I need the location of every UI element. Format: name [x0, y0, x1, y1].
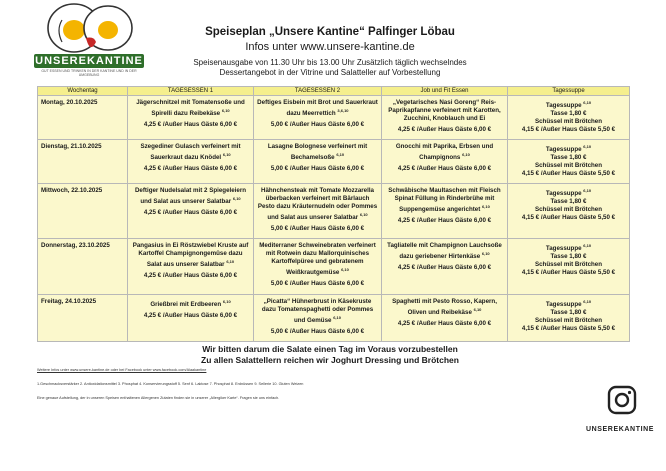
menu-table: [37, 86, 630, 342]
fit-meal-cell: [382, 294, 508, 341]
dish-name: Tagliatelle mit Champignon Lauchsoße dazu geriebener Hirtenkäse: [387, 242, 502, 261]
soup-cell: [508, 183, 630, 238]
allergen-codes: 6,10: [359, 211, 368, 217]
soup-label: Tagessuppe: [545, 102, 582, 110]
logo-wordmark: UNSEREKANTINE: [35, 55, 143, 67]
allergen-codes: 6,10: [222, 298, 231, 304]
dish-price: 5,00 € /Außer Haus Gäste 6,00 €: [270, 165, 365, 173]
col-header-fit-meal: Job und Fit Essen: [382, 87, 508, 96]
service-line-1: Speisenausgabe von 11.30 Uhr bis 13.00 Uhr Zusätzlich täglich wechselndes: [193, 58, 467, 67]
kantine-logo: [26, 2, 146, 78]
allergen-codes: 6,10: [583, 143, 592, 149]
soup-cup-price: Tasse 1,80 €: [550, 308, 587, 316]
allergen-codes: 6,10: [481, 251, 490, 257]
dish-name: Jägerschnitzel mit Tomatensoße und Spirelli dazu Reibekäse: [136, 99, 245, 118]
dish-name: Deftiger Nudelsalat mit 2 Spiegeleiern und Salat aus unserer Salatbar: [134, 186, 247, 205]
soup-title: [511, 187, 626, 198]
soup-bowl-label: Schüssel mit Brötchen: [534, 261, 603, 269]
allergen-codes: 6,10: [583, 187, 592, 193]
soup-bowl-label: Schüssel mit Brötchen: [534, 118, 603, 126]
meal-2-cell: [254, 96, 382, 140]
instagram-qr-icon[interactable]: [606, 384, 638, 416]
col-header-weekday: Wochentag: [38, 87, 128, 96]
table-row: [38, 183, 630, 238]
soup-label: Tagessuppe: [545, 190, 582, 197]
fit-meal-cell: [382, 96, 508, 140]
footer-links[interactable]: Weitere Infos unter www.unsere-kantine.de oder bei Facebook unter www.facebook.com/Alaakantine: [37, 368, 207, 372]
allergen-codes: 6,10: [583, 298, 592, 304]
soup-cell: [508, 294, 630, 341]
allergen-codes: 3,6,10: [337, 108, 349, 113]
salad-notice: [150, 344, 510, 366]
day-cell: Donnerstag, 23.10.2025: [38, 239, 128, 294]
dish-name: Gnocchi mit Paprika, Erbsen und Champignons: [395, 142, 494, 162]
meal-2-cell: [254, 239, 382, 294]
dish-name: „Picatta“ Hühnerbrust in Käsekruste dazu Tomatenspaghetti oder Pommes und Gemüse: [261, 297, 374, 324]
dish-price: 4,25 € /Außer Haus Gäste 6,00 €: [143, 165, 238, 173]
dish-name: Hähnchensteak mit Tomate Mozzarella überbacken verfeinert mit Bärlauch Pesto dazu Kräuternudeln oder Pommes und Salat aus unserer Salatbar: [257, 186, 378, 221]
soup-cell: [508, 239, 630, 294]
allergen-codes: 6,10: [482, 203, 490, 209]
meal-2-cell: [254, 139, 382, 183]
table-row: [38, 239, 630, 294]
allergen-codes: 6,10: [462, 151, 470, 157]
allergen-codes: 6,10: [583, 100, 592, 105]
meal-2-cell: [254, 294, 382, 341]
page-header: [150, 26, 510, 78]
meal-2-cell: [254, 183, 382, 238]
page-subtitle: Infos unter www.unsere-kantine.de: [245, 41, 415, 53]
table-row: [38, 294, 630, 341]
soup-bowl-price: 4,15 € /Außer Haus Gäste 5,50 €: [521, 170, 616, 178]
dish-price: 5,00 € /Außer Haus Gäste 6,00 €: [270, 280, 365, 288]
allergen-codes: 6,10: [341, 267, 349, 273]
meal-1-cell: [128, 139, 254, 183]
day-cell: Montag, 20.10.2025: [38, 96, 128, 140]
dish-name: Schwäbische Maultaschen mit Fleisch Spinat Füllung in Rinderbrühe mit Suppengemüse angerichtet: [388, 186, 501, 213]
dish-price: 5,00 € /Außer Haus Gäste 6,00 €: [270, 121, 365, 129]
soup-label: Tagessuppe: [545, 146, 582, 154]
allergen-legend: 1.Geschmacksverstärker 2. Antioxidationsmittel 3. Phosphat 4. Konservierungsstoff 5. Senf 6. Laktose 7. Phosphat 8. Erdnüssen 9. Sellerie 10. Gluten Weizen: [37, 382, 304, 386]
soup-label: Tagessuppe: [545, 245, 582, 253]
soup-bowl-label: Schüssel mit Brötchen: [534, 316, 603, 324]
soup-cup-price: Tasse 1,80 €: [550, 198, 587, 205]
footer-brand: UNSEREKANTINE: [585, 426, 655, 433]
fit-meal-cell: [382, 183, 508, 238]
dish-price: 4,25 € /Außer Haus Gäste 6,00 €: [397, 217, 492, 224]
soup-bowl-label: Schüssel mit Brötchen: [534, 162, 603, 170]
soup-cell: [508, 139, 630, 183]
soup-bowl-price: 4,15 € /Außer Haus Gäste 5,50 €: [521, 126, 616, 134]
dish-price: 4,25 € /Außer Haus Gäste 6,00 €: [397, 319, 492, 327]
dish-price: 4,25 € /Außer Haus Gäste 6,00 €: [143, 272, 238, 280]
notice-line-1: Wir bitten darum die Salate einen Tag im Voraus vorzubestellen: [202, 344, 458, 354]
col-header-meal-1: TAGESESSEN 1: [128, 87, 254, 96]
dish-price: 4,25 € /Außer Haus Gäste 6,00 €: [397, 165, 492, 173]
table-row: [38, 96, 630, 140]
logo-tagline: GUT ESSEN UND TRINKEN IN DER KANTINE UND IN DER UMGEBUNG: [41, 69, 137, 77]
soup-cup-price: Tasse 1,80 €: [550, 253, 587, 261]
allergen-codes: 6,10: [232, 195, 241, 201]
dish-price: 4,25 € /Außer Haus Gäste 6,00 €: [143, 121, 238, 129]
dish-name: Mediterraner Schweinebraten verfeinert mit Rotwein dazu Mallorquinisches Kartoffelpüree und gebratenem Weißkrautgemüse: [259, 242, 376, 277]
dish-price: 5,00 € /Außer Haus Gäste 6,00 €: [270, 327, 365, 335]
soup-label: Tagessuppe: [545, 300, 582, 308]
col-header-soup: Tagessuppe: [508, 87, 630, 96]
fit-meal-cell: [382, 239, 508, 294]
table-row: [38, 139, 630, 183]
dish-price: 5,00 € /Außer Haus Gäste 6,00 €: [270, 225, 365, 232]
allergen-codes: 6,10: [226, 259, 235, 265]
dish-name: Deftiges Eisbein mit Brot und Sauerkraut dazu Meerrettich: [257, 99, 378, 118]
soup-bowl-label: Schüssel mit Brötchen: [534, 206, 603, 213]
day-cell: Freitag, 24.10.2025: [38, 294, 128, 341]
soup-cup-price: Tasse 1,80 €: [550, 110, 587, 118]
dish-name: Lasagne Bolognese verfeinert mit Bechamelsoße: [267, 142, 368, 162]
soup-cup-price: Tasse 1,80 €: [550, 154, 587, 162]
meal-1-cell: [128, 239, 254, 294]
dish-name: Spaghetti mit Pesto Rosso, Kapern, Oliven und Reibekäse: [392, 297, 497, 316]
day-cell: Dienstag, 21.10.2025: [38, 139, 128, 183]
dish-price: 4,25 € /Außer Haus Gäste 6,00 €: [397, 126, 492, 133]
dish-name: Grießbrei mit Erdbeeren: [150, 300, 222, 308]
allergen-codes: 6,10: [222, 151, 231, 157]
meal-1-cell: [128, 96, 254, 140]
allergen-codes: 6,10: [336, 151, 345, 157]
dish-name: Szegediner Gulasch verfeinert mit Sauerkraut dazu Knödel: [140, 142, 241, 162]
soup-title: [511, 298, 626, 309]
dish-name: Pangasius in Ei Röstzwiebel Kruste auf Kartoffel Champignongemüse dazu Salat aus unserer Salatbar: [132, 242, 249, 269]
soup-title: [511, 99, 626, 110]
allergen-codes: 6,10: [221, 108, 230, 113]
service-hours: [150, 58, 510, 78]
dish-name: „Vegetarisches Nasi Goreng“ Reis-Paprikapfanne verfeinert mit Karotten, Zucchini, Knoblauch und Ei: [388, 99, 501, 122]
allergen-codes: 6,10: [473, 306, 482, 312]
fit-meal-cell: [382, 139, 508, 183]
page-title: Speiseplan „Unsere Kantine“ Palfinger Löbau: [205, 26, 455, 38]
meal-1-cell: [128, 183, 254, 238]
soup-title: [511, 143, 626, 154]
allergen-disclaimer: Eine genaue Aufstellung, der in unseren Speisen enthaltenen Allergenen Zutaten finden sie in unserer „Allergiker Karte“. Fragen sie uns einfach.: [37, 396, 280, 400]
dish-price: 4,25 € /Außer Haus Gäste 6,00 €: [397, 264, 492, 272]
allergen-codes: 6,10: [333, 314, 341, 320]
notice-line-2: Zu allen Salattellern reichen wir Joghurt Dressing und Brötchen: [201, 355, 459, 365]
soup-title: [511, 242, 626, 253]
day-cell: Mittwoch, 22.10.2025: [38, 183, 128, 238]
col-header-meal-2: TAGESESSEN 2: [254, 87, 382, 96]
table-header-row: [38, 87, 630, 96]
service-line-2: Dessertangebot in der Vitrine und Salatteller auf Vorbestellung: [219, 68, 441, 77]
soup-bowl-price: 4,15 € /Außer Haus Gäste 5,50 €: [521, 269, 616, 277]
dish-price: 4,25 € /Außer Haus Gäste 6,00 €: [143, 311, 238, 319]
dish-price: 4,25 € /Außer Haus Gäste 6,00 €: [143, 209, 238, 216]
soup-cell: [508, 96, 630, 140]
allergen-codes: 6,10: [583, 243, 592, 249]
meal-1-cell: [128, 294, 254, 341]
egg-logo-icon: [26, 2, 146, 58]
soup-bowl-price: 4,15 € /Außer Haus Gäste 5,50 €: [521, 214, 616, 221]
soup-bowl-price: 4,15 € /Außer Haus Gäste 5,50 €: [521, 324, 616, 332]
